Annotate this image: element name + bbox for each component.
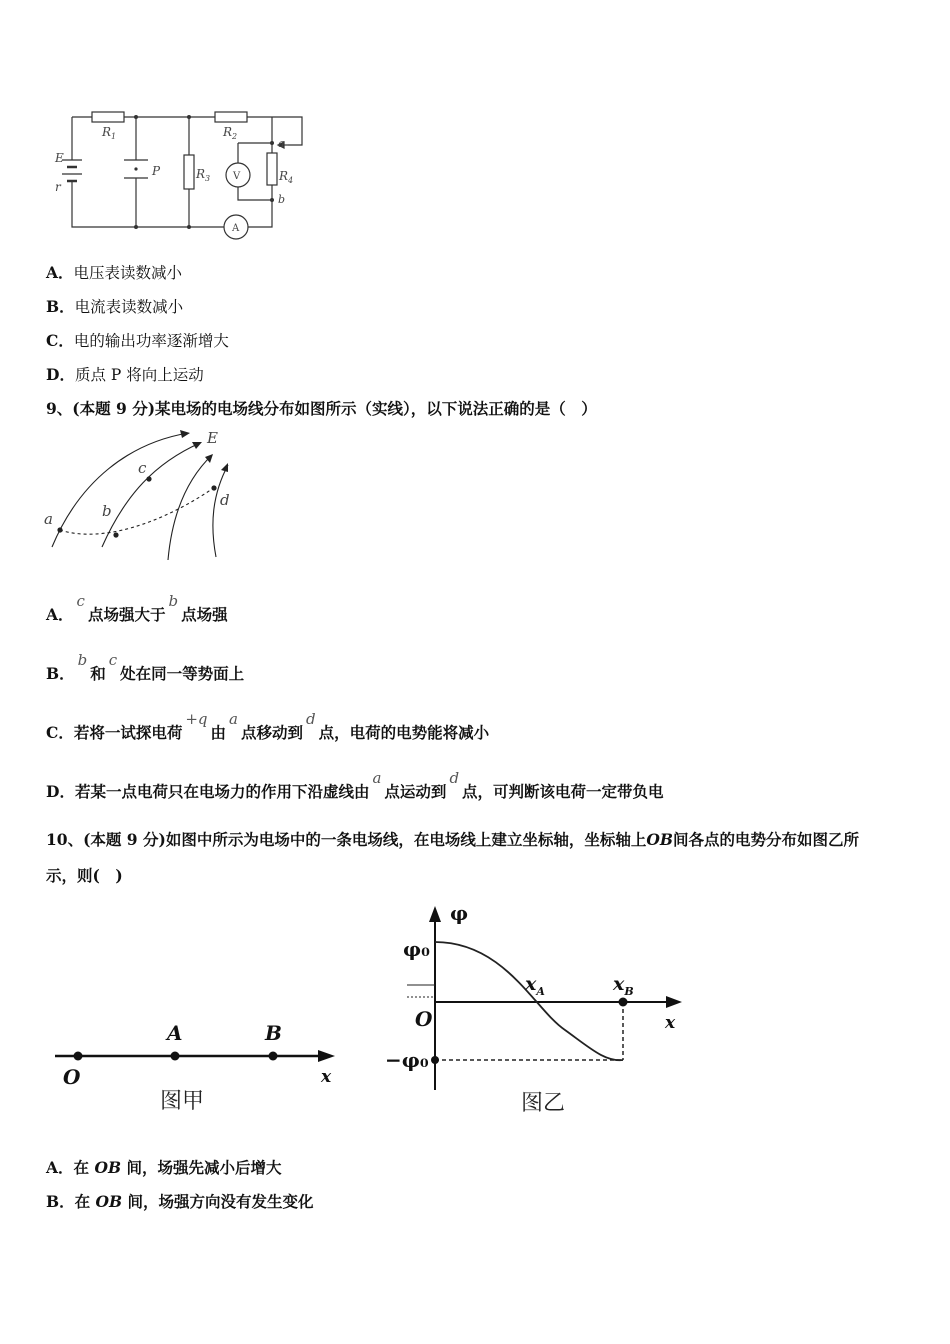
resistor-r3	[184, 155, 194, 189]
label-phi0: φ₀	[403, 937, 430, 961]
field-line-1	[52, 433, 188, 547]
label-a-terminal: a	[278, 137, 285, 150]
label-x-yi: x	[665, 1013, 676, 1033]
caption-yi: 图乙	[521, 1091, 566, 1116]
q8-option-a[interactable]: A．电压表读数减小	[46, 263, 183, 282]
q9-option-a[interactable]: A．c点场强大于b点场强	[46, 592, 228, 624]
label-phi: φ	[450, 901, 469, 925]
q8-option-c[interactable]: C．电的输出功率逐渐增大	[46, 331, 229, 350]
label-c-point: c	[138, 459, 147, 477]
label-e-field: E	[207, 429, 218, 447]
q10-stem-line2: 示，则( )	[46, 866, 123, 885]
field-line-4	[213, 465, 228, 557]
resistor-r2	[215, 112, 247, 122]
label-e: E	[55, 151, 64, 165]
label-o-yi: O	[415, 1007, 433, 1031]
figure-yi	[385, 900, 695, 1125]
label-b-terminal: b	[278, 193, 286, 206]
q9-option-b[interactable]: B．b和c处在同一等势面上	[46, 651, 245, 683]
label-d-point: d	[220, 491, 230, 509]
label-a-point: a	[44, 510, 53, 528]
q9-option-d[interactable]: D．若某一点电荷只在电场力的作用下沿虚线由a点运动到d点，可判断该电荷一定带负电	[46, 769, 664, 801]
label-b-point: b	[102, 502, 112, 520]
resistor-r1	[92, 112, 124, 122]
label-xa: $x_A$	[525, 973, 545, 998]
label-v: V	[233, 171, 241, 182]
label-neg-phi0: −φ₀	[385, 1048, 429, 1072]
q8-option-b[interactable]: B．电流表读数减小	[46, 297, 184, 316]
q9-option-c[interactable]: C．若将一试探电荷+q由a点移动到d点，电荷的电势能将减小	[46, 710, 490, 742]
label-p: P	[152, 164, 161, 178]
q10-option-b[interactable]: B．在 OB 间，场强方向没有发生变化	[46, 1192, 314, 1211]
caption-jia: 图甲	[160, 1089, 205, 1114]
label-a: A	[232, 223, 240, 234]
figure-jia	[50, 1010, 350, 1120]
label-r3: $R_3$	[196, 167, 211, 183]
q10-option-a[interactable]: A．在 OB 间，场强先减小后增大	[46, 1158, 282, 1177]
field-lines-figure	[40, 425, 250, 565]
field-line-2	[102, 443, 200, 547]
label-r: r	[55, 180, 61, 194]
q8-option-d[interactable]: D．质点 P 将向上运动	[46, 365, 204, 384]
label-o-jia: O	[63, 1065, 81, 1089]
q10-stem: 10、(本题 9 分)如图中所示为电场中的一条电场线，在电场线上建立坐标轴，坐标轴上OB间各点的电势分布如图乙所	[46, 830, 859, 849]
label-xb: $x_B$	[613, 973, 634, 998]
label-a-jia: A	[167, 1021, 183, 1045]
field-line-3	[168, 455, 212, 560]
label-x-jia: x	[321, 1067, 332, 1087]
label-r1: $R_1$	[102, 125, 117, 141]
label-b-jia: B	[265, 1021, 282, 1045]
q9-stem: 9、(本题 9 分)某电场的电场线分布如图所示（实线），以下说法正确的是（ ）	[46, 399, 597, 418]
label-r4: $R_4$	[279, 169, 294, 185]
label-r2: $R_2$	[223, 125, 238, 141]
circuit-diagram	[50, 105, 315, 245]
